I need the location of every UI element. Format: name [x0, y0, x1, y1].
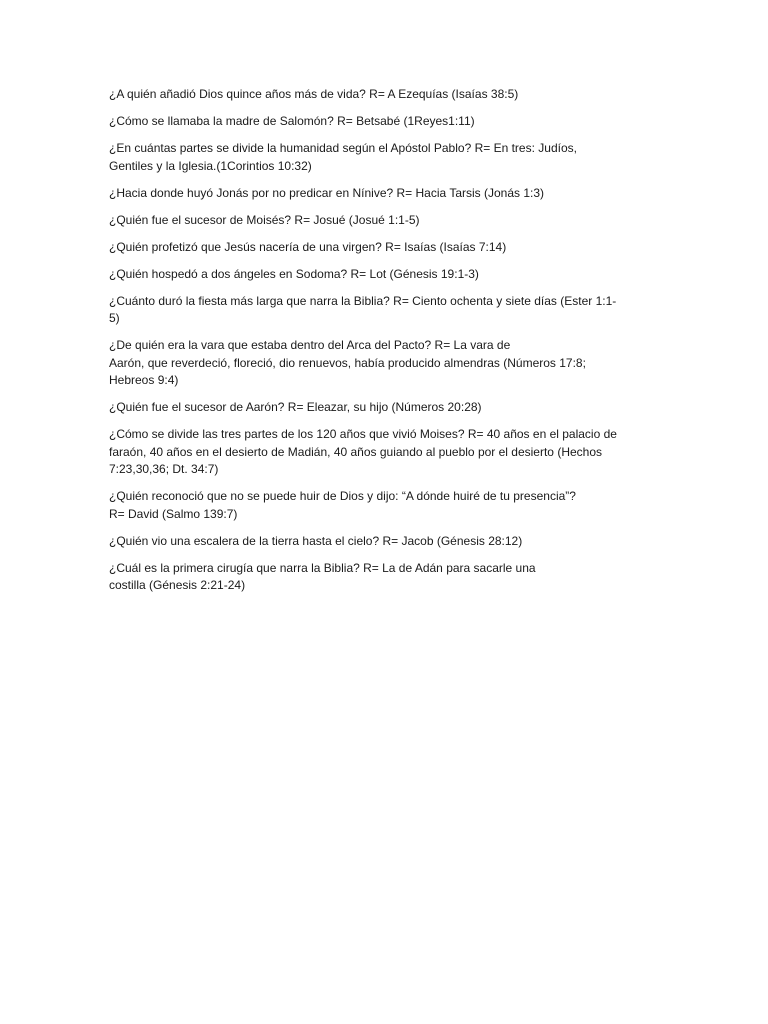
question-answer-12: ¿Quién reconoció que no se puede huir de Dios y dijo: “A dónde huiré de tu presencia”? R= David (Salmo 139:7)	[109, 489, 576, 521]
question-answer-11: ¿Cómo se divide las tres partes de los 120 años que vivió Moises? R= 40 años en el palacio de faraón, 40 años en el desierto de Madián, 40 años guiando al pueblo por el desierto (Hechos 7:23,30,36; Dt. 34:7)	[109, 427, 617, 476]
document-body	[109, 86, 651, 604]
question-answer-10: ¿Quién fue el sucesor de Aarón? R= Eleazar, su hijo (Números 20:28)	[109, 400, 482, 414]
question-answer-7: ¿Quién hospedó a dos ángeles en Sodoma? R= Lot (Génesis 19:1-3)	[109, 266, 479, 281]
question-answer-1: ¿A quién añadió Dios quince años más de vida? R= A Ezequías (Isaías 38:5)	[109, 87, 519, 101]
question-answer-13: ¿Quién vio una escalera de la tierra hasta el cielo? R= Jacob (Génesis 28:12)	[109, 533, 523, 548]
question-answer-9: ¿De quién era la vara que estaba dentro del Arca del Pacto? R= La vara de Aarón, que reverdeció, floreció, dio renuevos, había producido almendras (Números 17:8; Hebreos 9:4)	[109, 338, 586, 387]
question-answer-3: ¿En cuántas partes se divide la humanidad según el Apóstol Pablo? R= En tres: Judíos, Gentiles y la Iglesia.(1Corintios 10:32)	[109, 141, 577, 173]
question-answer-14: ¿Cuál es la primera cirugía que narra la Biblia? R= La de Adán para sacarle una costilla (Génesis 2:21-24)	[109, 560, 536, 592]
question-answer-5: ¿Quién fue el sucesor de Moisés? R= Josué (Josué 1:1-5)	[109, 212, 420, 227]
question-answer-6: ¿Quién profetizó que Jesús nacería de una virgen? R= Isaías (Isaías 7:14)	[109, 239, 507, 254]
question-answer-8: ¿Cuánto duró la fiesta más larga que narra la Biblia? R= Ciento ochenta y siete días (Ester 1:1- 5)	[109, 293, 617, 325]
question-answer-4: ¿Hacia donde huyó Jonás por no predicar en Nínive? R= Hacia Tarsis (Jonás 1:3)	[109, 185, 545, 200]
question-answer-2: ¿Cómo se llamaba la madre de Salomón? R= Betsabé (1Reyes1:11)	[109, 114, 475, 128]
